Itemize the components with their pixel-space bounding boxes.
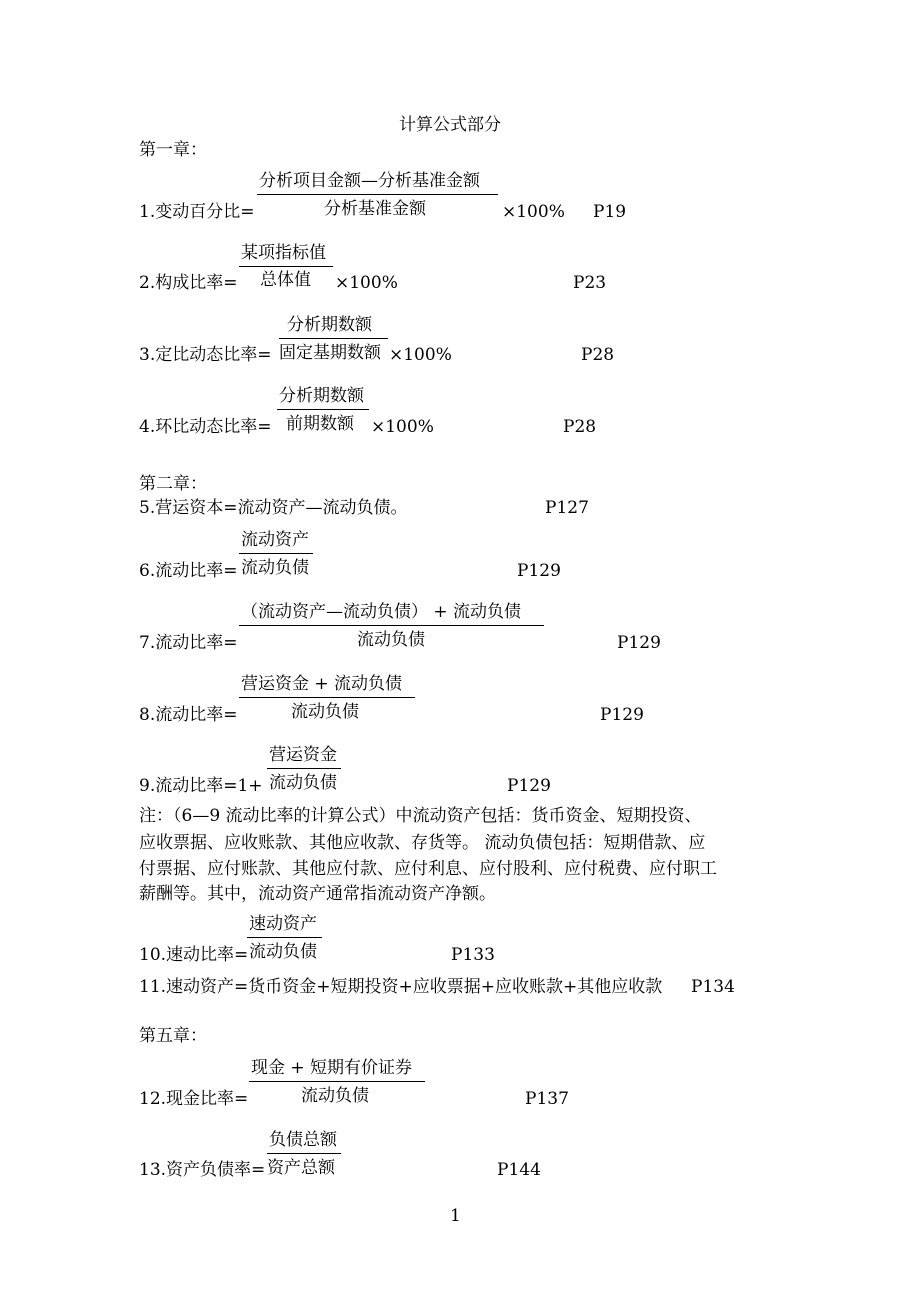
formula-numerator: 现金 + 短期有价证券 bbox=[251, 1058, 413, 1078]
formula-label: 1.变动百分比= bbox=[139, 202, 255, 222]
formula-denominator: 流动负债 bbox=[269, 773, 337, 793]
fraction-bar bbox=[277, 409, 369, 410]
page-reference: P144 bbox=[497, 1160, 541, 1180]
note-line: 薪酬等。其中，流动资产通常指流动资产净额。 bbox=[139, 884, 496, 904]
page-title: 计算公式部分 bbox=[399, 115, 501, 135]
page-reference: P137 bbox=[525, 1089, 569, 1109]
fraction-bar bbox=[239, 266, 333, 267]
fraction-bar bbox=[267, 768, 341, 769]
formula-denominator: 固定基期数额 bbox=[279, 343, 381, 363]
fraction-bar bbox=[239, 553, 313, 554]
formula-label: 10.速动比率= bbox=[139, 945, 249, 965]
fraction-bar bbox=[267, 1153, 341, 1154]
formula-denominator: 资产总额 bbox=[267, 1158, 335, 1178]
page-reference: P129 bbox=[507, 776, 551, 796]
fraction-bar bbox=[279, 338, 388, 339]
chapter-heading: 第二章： bbox=[139, 474, 207, 494]
formula-label: 3.定比动态比率= bbox=[139, 345, 272, 365]
formula-denominator: 流动负债 bbox=[241, 558, 309, 578]
formula-label: 13.资产负债率= bbox=[139, 1160, 266, 1180]
page-reference: P129 bbox=[517, 561, 561, 581]
formula-label: 9.流动比率=1+ bbox=[139, 776, 263, 796]
formula-label: 2.构成比率= bbox=[139, 273, 238, 293]
formula-denominator: 分析基准金额 bbox=[324, 199, 426, 219]
formula-denominator: 总体值 bbox=[260, 270, 311, 290]
note-line: 应收票据、应收账款、其他应收款、存货等。 流动负债包括：短期借款、应 bbox=[139, 833, 706, 853]
formula-denominator: 流动负债 bbox=[357, 630, 425, 650]
page-reference: P127 bbox=[545, 498, 589, 518]
formula-numerator: 分析期数额 bbox=[287, 315, 372, 335]
page-reference: P28 bbox=[563, 417, 597, 437]
page-reference: P129 bbox=[600, 705, 644, 725]
formula-suffix: ×100% bbox=[502, 202, 565, 222]
fraction-bar bbox=[239, 697, 415, 698]
formula-label: 12.现金比率= bbox=[139, 1089, 249, 1109]
formula-denominator: 流动负债 bbox=[249, 942, 317, 962]
page-reference: P134 bbox=[691, 977, 735, 997]
page-reference: P28 bbox=[581, 345, 615, 365]
chapter-heading: 第一章： bbox=[139, 140, 207, 160]
note-line: 付票据、应付账款、其他应付款、应付利息、应付股利、应付税费、应付职工 bbox=[139, 859, 717, 879]
note-line: 注：（6—9 流动比率的计算公式）中流动资产包括：货币资金、短期投资、 bbox=[139, 806, 702, 826]
formula-label: 6.流动比率= bbox=[139, 561, 238, 581]
page-number: 1 bbox=[450, 1206, 461, 1226]
fraction-bar bbox=[249, 1081, 425, 1082]
formula-label: 7.流动比率= bbox=[139, 633, 238, 653]
formula-label: 8.流动比率= bbox=[139, 705, 238, 725]
page-reference: P19 bbox=[593, 202, 627, 222]
page-reference: P133 bbox=[451, 945, 495, 965]
fraction-bar bbox=[247, 937, 322, 938]
formula-numerator: 营运资金 + 流动负债 bbox=[241, 674, 403, 694]
formula-label: 4.环比动态比率= bbox=[139, 417, 272, 437]
formula-numerator: 分析项目金额—分析基准金额 bbox=[259, 171, 480, 191]
page-reference: P129 bbox=[617, 633, 661, 653]
formula-numerator: 某项指标值 bbox=[241, 243, 326, 263]
formula-suffix: ×100% bbox=[335, 273, 398, 293]
fraction-bar bbox=[239, 625, 544, 626]
formula-label: 11.速动资产=货币资金+短期投资+应收票据+应收账款+其他应收款 bbox=[139, 977, 663, 997]
formula-denominator: 流动负债 bbox=[291, 702, 359, 722]
formula-numerator: 速动资产 bbox=[249, 914, 317, 934]
formula-numerator: 流动资产 bbox=[241, 530, 309, 550]
page-reference: P23 bbox=[573, 273, 607, 293]
formula-suffix: ×100% bbox=[389, 345, 452, 365]
formula-label: 5.营运资本=流动资产—流动负债。 bbox=[139, 498, 408, 518]
chapter-heading: 第五章： bbox=[139, 1026, 207, 1046]
formula-numerator: 分析期数额 bbox=[279, 386, 364, 406]
fraction-bar bbox=[257, 194, 498, 195]
formula-suffix: ×100% bbox=[371, 417, 434, 437]
formula-denominator: 前期数额 bbox=[286, 414, 354, 434]
formula-numerator: 负债总额 bbox=[269, 1130, 337, 1150]
formula-denominator: 流动负债 bbox=[301, 1086, 369, 1106]
formula-numerator: 营运资金 bbox=[269, 745, 337, 765]
formula-numerator: （流动资产—流动负债） + 流动负债 bbox=[241, 602, 522, 622]
